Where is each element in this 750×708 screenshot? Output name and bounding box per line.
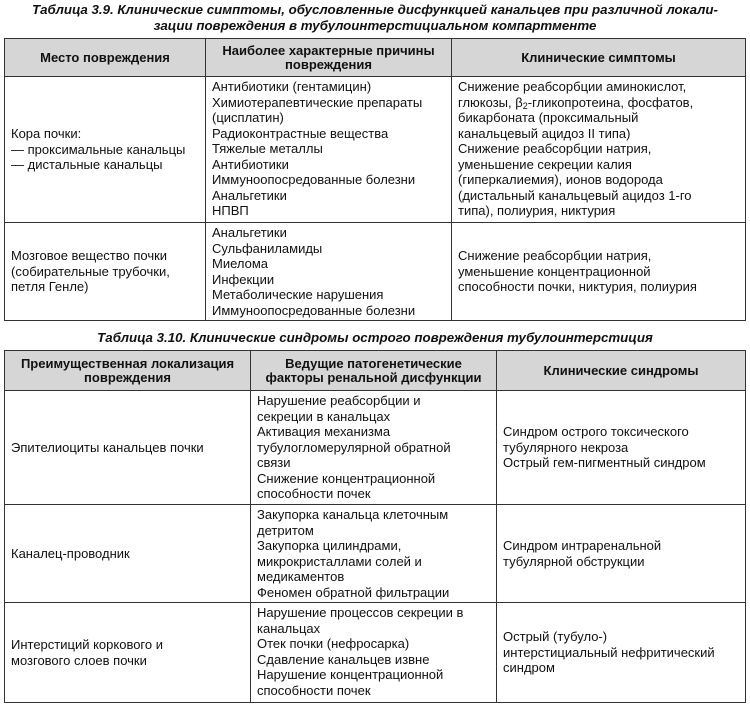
location-cell: Интерстиций коркового и мозгового слоев почки (5, 603, 251, 703)
factors-cell: Закупорка канальца клеточным детритом Закупорка цилиндрами, микрокристаллами солей и медикаментов Феномен обратной фильтрации (251, 505, 497, 603)
table-row (5, 603, 746, 703)
table-header-row (5, 39, 746, 77)
column-header-syndromes: Клинические синдромы (497, 351, 746, 391)
symptoms-cell: Снижение реабсорбции аминокислот, глюкозы, $\beta_2$-гликопротеина, фосфатов, бикарбоната (проксимальный канальцевый ацидоз II типа) Снижение реабсорбции натрия, уменьшение секреции калия (гиперкалиемия), ионов водорода (дистальный канальцевый ацидоз 1-го типа), полиурия, никтурия (452, 77, 746, 223)
causes-cell: Анальгетики Сульфаниламиды Миелома Инфекции Метаболические нарушения Иммуноопосредованные болезни (206, 223, 452, 321)
causes-cell: Антибиотики (гентамицин) Химиотерапевтические препараты (цисплатин) Радиоконтрастные вещества Тяжелые металлы Антибиотики Иммуноопосредованные болезни Анальгетики НПВП (206, 77, 452, 223)
table-row (5, 391, 746, 505)
column-header-location: Преимущественная локализация повреждения (5, 351, 251, 391)
column-header-causes: Наиболее характерные причины повреждения (206, 39, 452, 77)
table-3-9 (4, 38, 746, 321)
location-cell: Мозговое вещество почки (собирательные трубочки, петля Генле) (5, 223, 206, 321)
syndromes-cell: Синдром острого токсического тубулярного некроза Острый гем-пигментный синдром (497, 391, 746, 505)
column-header-location: Место повреждения (5, 39, 206, 77)
column-header-factors: Ведущие патогенетические факторы ренальной дисфункции (251, 351, 497, 391)
table-3-9-caption (0, 2, 750, 34)
factors-cell: Нарушение процессов секреции в канальцах Отек почки (нефросарка) Сдавление канальцев извне Нарушение концентрационной способности почек (251, 603, 497, 703)
table-3-10-caption: Таблица 3.10. Клинические синдромы острого повреждения тубулоинтерстиция (97, 330, 653, 345)
table-row (5, 77, 746, 223)
syndromes-cell: Острый (тубуло-) интерстициальный нефритический синдром (497, 603, 746, 703)
table-header-row (5, 351, 746, 391)
caption-line: Таблица 3.9. Клинические симптомы, обусловленные дисфункцией канальцев при различной локали- (32, 2, 718, 17)
beta2-line: глюкозы, $\beta_2$-гликопротеина, фосфатов, (458, 94, 694, 111)
table-row (5, 223, 746, 321)
location-cell: Каналец-проводник (5, 505, 251, 603)
symptoms-cell: Снижение реабсорбции натрия, уменьшение концентрационной способности почки, никтурия, полиурия (452, 223, 746, 321)
location-cell: Эпителиоциты канальцев почки (5, 391, 251, 505)
factors-cell: Нарушение реабсорбции и секреции в канальцах Активация механизма тубулогломерулярной обратной связи Снижение концентрационной способности почек (251, 391, 497, 505)
caption-line: зации повреждения в тубулоинтерстициальном компартменте (153, 18, 597, 33)
column-header-symptoms: Клинические симптомы (452, 39, 746, 77)
table-row (5, 505, 746, 603)
location-cell: Кора почки: — проксимальные канальцы — дистальные канальцы (5, 77, 206, 223)
table-3-10 (4, 350, 746, 703)
syndromes-cell: Синдром интраренальной тубулярной обструкции (497, 505, 746, 603)
